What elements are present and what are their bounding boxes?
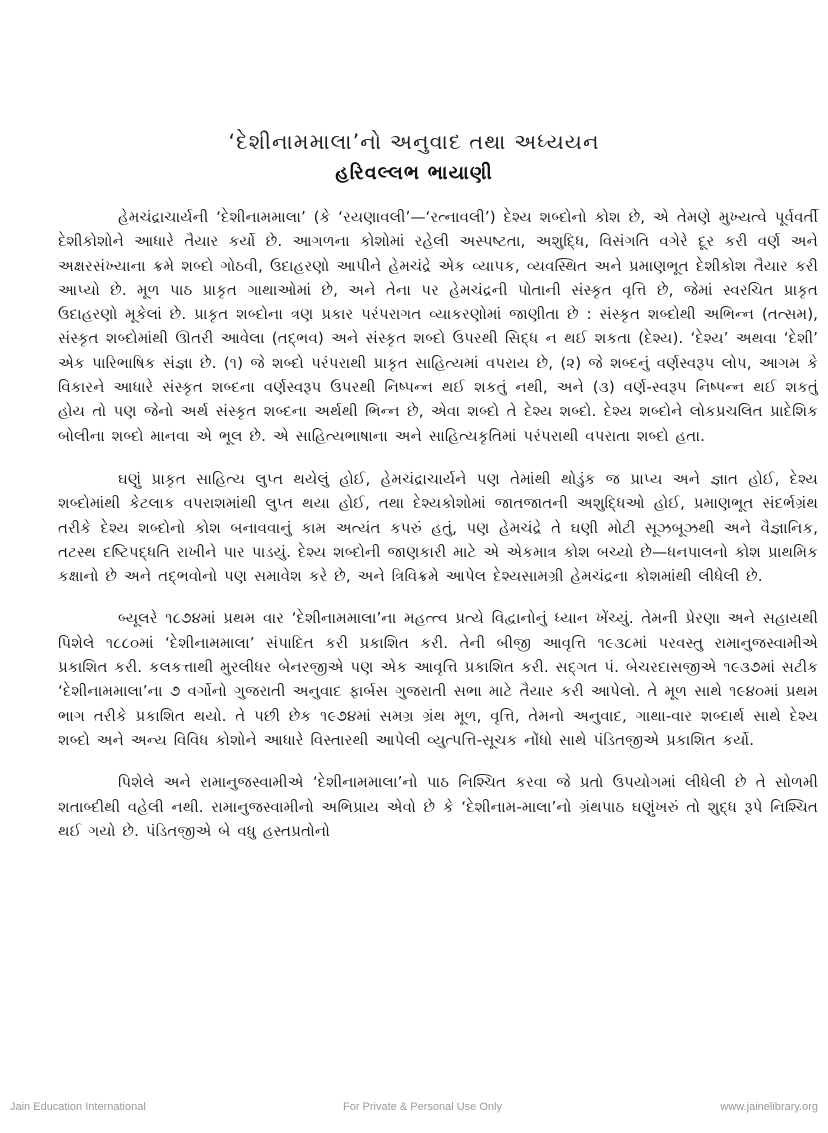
paragraph-4: પિશેલે અને રામાનુજસ્વામીએ ‘દેશીનામમાલા’નો પાઠ નિશ્ચિત કરવા જે પ્રતો ઉપયોગમાં લીધેલી છે તે સોળમી શતાબ્દીથી વહેલી નથી. રામાનુજસ્વામીનો અભિપ્રાય એવો છે કે ‘દેશીનામ-માલા’નો ગ્રંથપાઠ ઘણુંખરું તો શુદ્ધ રૂપે નિશ્ચિત થઈ ગયો છે. પંડિતજીએ બે વધુ હસ્તપ્રતોનો — [58, 773, 818, 840]
page-footer — [0, 1101, 828, 1117]
article-title: ‘દેશીનામમાલા’નો અનુવાદ તથા અધ્યયન — [228, 130, 600, 154]
footer-publisher: Jain Education International — [10, 1101, 146, 1113]
article-body — [58, 205, 818, 861]
paragraph-2: ઘણું પ્રાકૃત સાહિત્ય લુપ્ત થયેલું હોઈ, હેમચંદ્રાચાર્યને પણ તેમાંથી થોડુંક જ પ્રાપ્ય અને જ્ઞાત હોઈ, દેશ્ય શબ્દોમાંથી કેટલાક વપરાશમાંથી લુપ્ત થયા હોઈ, તથા દેશ્યકોશોમાં જાતજાતની અશુદ્ધિઓ હોઈ, પ્રમાણભૂત સંદર્ભગ્રંથ તરીકે દેશ્ય શબ્દોનો કોશ બનાવવાનું કામ અત્યંત કપરું હતું, પણ હેમચંદ્રે તે ઘણી મોટી સૂઝબૂઝથી અને વૈજ્ઞાનિક, તટસ્થ દષ્ટિપદ્ધતિ રાખીને પાર પાડયું. દેશ્ય શબ્દોની જાણકારી માટે એ એકમાત્ર કોશ બચ્યો છે—ધનપાલનો કોશ પ્રાથમિક કક્ષાનો છે અને તદ્ભવોનો પણ સમાવેશ કરે છે, અને ત્રિવિક્રમે આપેલ દેશ્યસામગ્રી હેમચંદ્રના કોશમાંથી લીધેલી છે. — [58, 469, 818, 586]
footer-website-link[interactable]: www.jainelibrary.org — [720, 1101, 818, 1113]
author-name: હરિવલ્લભ ભાયાણી — [335, 162, 493, 184]
paragraph-3: બ્યૂલરે ૧૮૭૪માં પ્રથમ વાર ‘દેશીનામમાલા’ના મહત્ત્વ પ્રત્યે વિદ્વાનોનું ધ્યાન ખેંચ્યું. તેમની પ્રેરણા અને સહાયથી પિશેલે ૧૮૮૦માં ‘દેશીનામમાલા’ સંપાદિત કરી પ્રકાશિત કરી. તેની બીજી આવૃત્તિ ૧૯૩૮માં પરવસ્તુ રામાનુજસ્વામીએ પ્રકાશિત કરી. કલકત્તાથી મુરલીધર બેનરજીએ પણ એક આવૃત્તિ પ્રકાશિત કરી. સદ્ગત પં. બેચરદાસજીએ ૧૯૩૭માં સટીક ‘દેશીનામમાલા’ના ૭ વર્ગોનો ગુજરાતી અનુવાદ ફાર્બસ ગુજરાતી સભા માટે તૈયાર કરી આપેલો. તે મૂળ સાથે ૧૯૪૦માં પ્રથમ ભાગ તરીકે પ્રકાશિત થયો. તે પછી છેક ૧૯૭૪માં સમગ્ર ગ્રંથ મૂળ, વૃત્તિ, તેમનો અનુવાદ, ગાથા-વાર શબ્દાર્થ સાથે દેશ્ય શબ્દો અને અન્ય વિવિધ કોશોને આધારે વિસ્તારથી આપેલી વ્યુત્પત્તિ-સૂચક નોંધો સાથે પંડિતજીએ પ્રકાશિત કર્યો. — [58, 609, 818, 749]
paragraph-1: હેમચંદ્રાચાર્યની ‘દેશીનામમાલા’ (કે ‘રયણાવલી’—‘રત્નાવલી’) દેશ્ય શબ્દોનો કોશ છે, એ તેમણે મુખ્યત્વે પૂર્વવર્તી દેશીકોશોને આધારે તૈયાર કર્યો છે. આગળના કોશોમાં રહેલી અસ્પષ્ટતા, અશુદ્ધિ, વિસંગતિ વગેરે દૂર કરી વર્ણ અને અક્ષરસંખ્યાના ક્રમે શબ્દો ગોઠવી, ઉદાહરણો આપીને હેમચંદ્રે એક વ્યાપક, વ્યવસ્થિત અને પ્રમાણભૂત દેશીકોશ તૈયાર કરી આપ્યો છે. મૂળ પાઠ પ્રાકૃત ગાથાઓમાં છે, અને તેના પર હેમચંદ્રની પોતાની સંસ્કૃત વૃત્તિ છે, જેમાં સ્વરચિત પ્રાકૃત ઉદાહરણો મૂકેલાં છે. પ્રાકૃત શબ્દોના ત્રણ પ્રકાર પરંપરાગત વ્યાકરણોમાં જાણીતા છે : સંસ્કૃત શબ્દોથી અભિન્ન (તત્સમ), સંસ્કૃત શબ્દોમાંથી ઊતરી આવેલા (તદ્ભવ) અને સંસ્કૃત શબ્દો ઉપરથી સિદ્ધ ન થઈ શકતા (દેશ્ય). ‘દેશ્ય’ અથવા ‘દેશી’ એક પારિભાષિક સંજ્ઞા છે. (૧) જે શબ્દો પરંપરાથી પ્રાકૃત સાહિત્યમાં વપરાય છે, (૨) જે શબ્દનું વર્ણસ્વરૂપ લોપ, આગમ કે વિકારને આધારે સંસ્કૃત શબ્દના વર્ણસ્વરૂપ ઉપરથી નિષ્પન્ન થઈ શકતું નથી, અને (૩) વર્ણ-સ્વરૂપ નિષ્પન્ન થઈ શકતું હોય તો પણ જેનો અર્થ સંસ્કૃત શબ્દના અર્થથી ભિન્ન છે, એવા શબ્દો તે દેશ્ય શબ્દો. દેશ્ય શબ્દોને લોકપ્રચલિત પ્રાદેશિક બોલીના શબ્દો માનવા એ ભૂલ છે. એ સાહિત્યભાષાના અને સાહિત્યકૃતિમાં પરંપરાથી વપરાતા શબ્દો હતા. — [58, 208, 818, 445]
footer-usage-note: For Private & Personal Use Only — [343, 1101, 502, 1113]
